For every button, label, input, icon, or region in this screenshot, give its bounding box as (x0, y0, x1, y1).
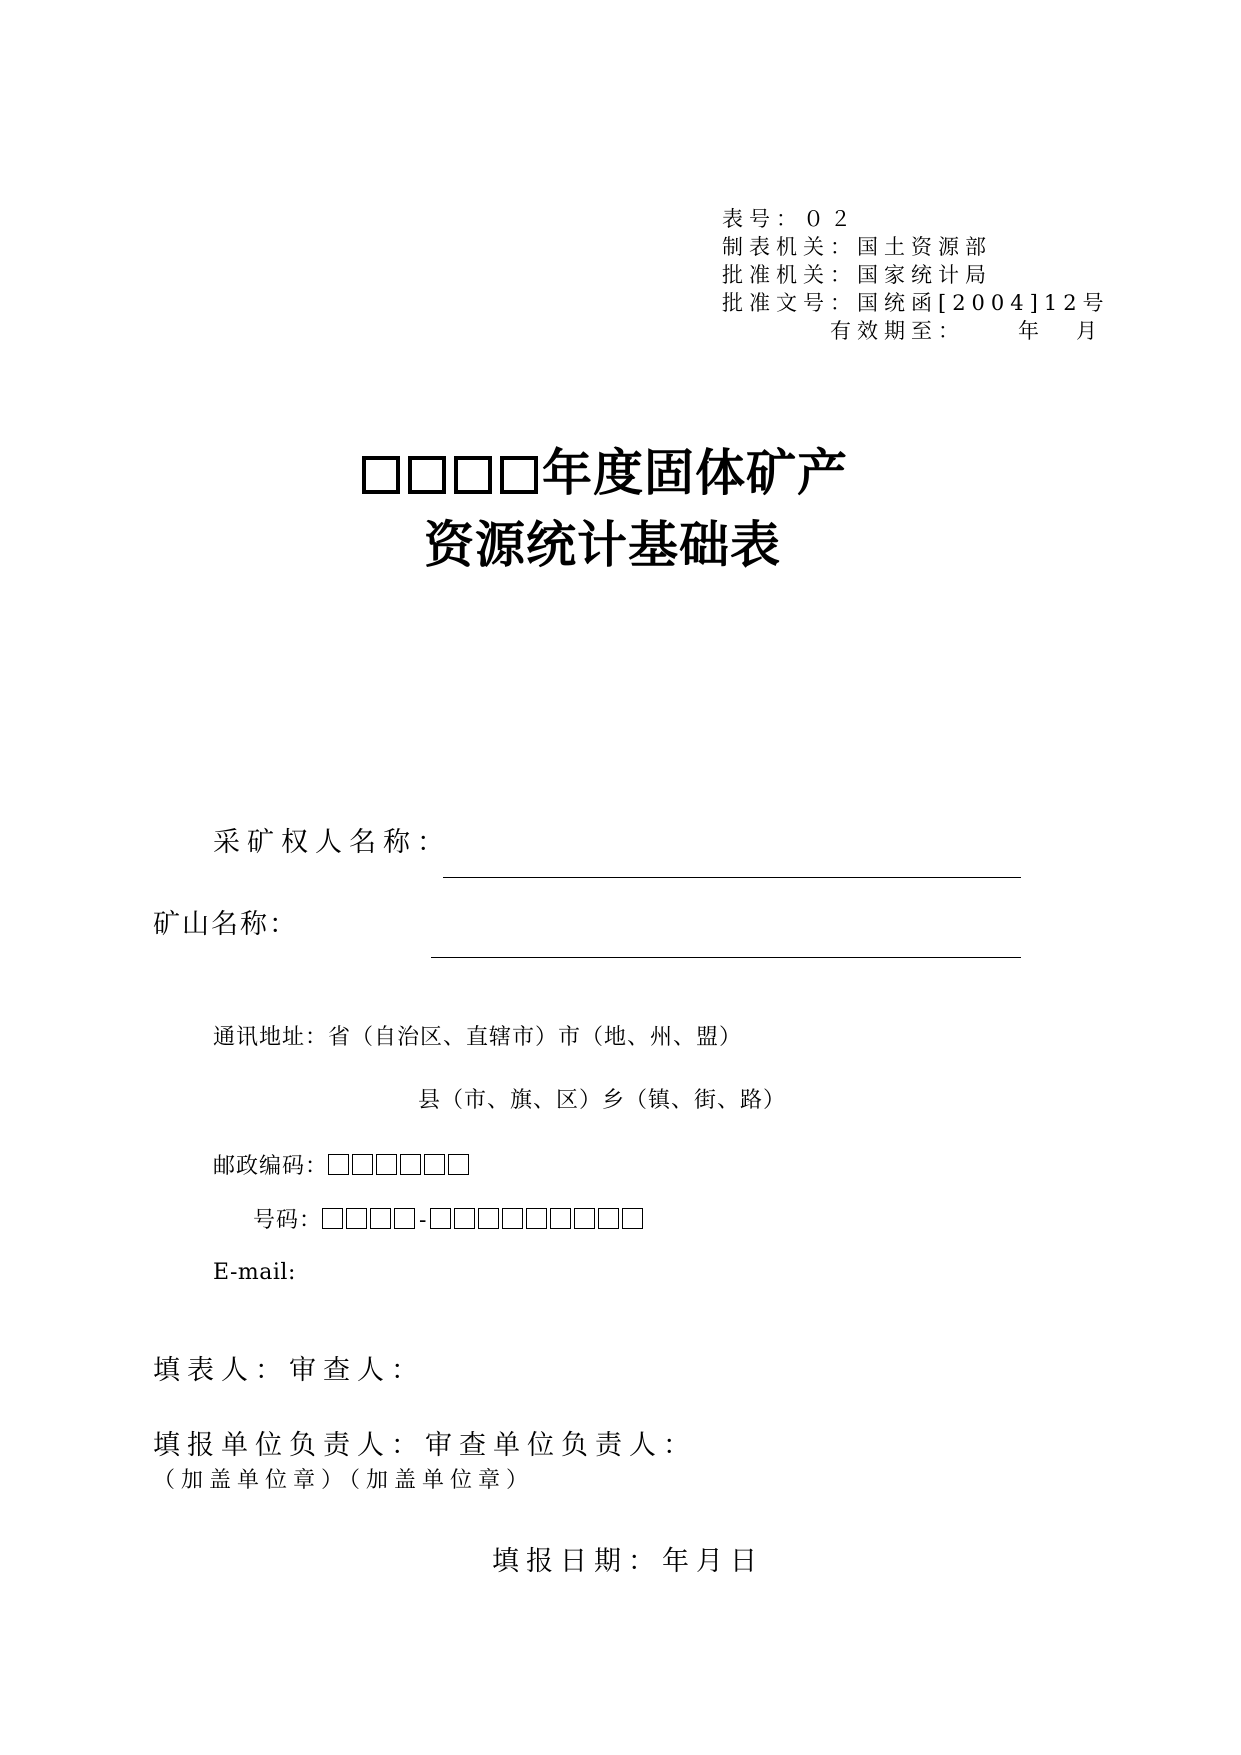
mining-right-holder-label: 采矿权人名称： (213, 827, 451, 858)
filler-reviewer-line: 填表人：审查人： (153, 1355, 425, 1386)
postcode-digit-box[interactable] (424, 1154, 445, 1175)
postcode-digit-box[interactable] (352, 1154, 373, 1175)
year-digit-box[interactable] (408, 456, 446, 494)
postcode-digit-box[interactable] (448, 1154, 469, 1175)
phone-number-digit-box[interactable] (574, 1208, 595, 1229)
phone-number-digit-box[interactable] (430, 1208, 451, 1229)
phone-number-digit-box[interactable] (622, 1208, 643, 1229)
phone-number-digit-box[interactable] (550, 1208, 571, 1229)
phone-number-digit-box[interactable] (478, 1208, 499, 1229)
valid-until-label: 有效期至： (830, 319, 965, 343)
issuing-authority: 制表机关：国土资源部 (722, 235, 992, 259)
title-line-1 (362, 438, 848, 508)
year-digit-box[interactable] (454, 456, 492, 494)
unit-heads-line: 填报单位负责人：审查单位负责人： (153, 1430, 697, 1461)
year-digit-box[interactable] (362, 456, 400, 494)
phone-area-digit-box[interactable] (322, 1208, 343, 1229)
phone-area-digit-box[interactable] (370, 1208, 391, 1229)
mine-name-input-line[interactable] (431, 957, 1021, 958)
seal-note: （加盖单位章）（加盖单位章） (153, 1468, 535, 1493)
address-line-1: 通讯地址：省（自治区、直辖市）市（地、州、盟） (213, 1025, 743, 1050)
mine-name-label: 矿山名称： (153, 909, 298, 940)
postcode-boxes[interactable] (328, 1154, 472, 1179)
title-line-1-text: 年度固体矿产 (542, 444, 848, 502)
address-line-2: 县（市、旗、区）乡（镇、街、路） (418, 1088, 787, 1113)
approval-document-number: 批准文号：国统函[2004]12号 (722, 291, 1110, 315)
phone-number-digit-box[interactable] (598, 1208, 619, 1229)
valid-until-year-unit: 年 (1018, 319, 1045, 343)
postcode-digit-box[interactable] (328, 1154, 349, 1175)
phone-number-digit-box[interactable] (526, 1208, 547, 1229)
phone-number-digit-box[interactable] (502, 1208, 523, 1229)
year-digit-box[interactable] (500, 456, 538, 494)
postcode-digit-box[interactable] (400, 1154, 421, 1175)
phone-field (253, 1203, 646, 1234)
phone-number-boxes[interactable] (430, 1208, 646, 1233)
title-line-2: 资源统计基础表 (424, 516, 781, 574)
mining-right-holder-input-line[interactable] (443, 877, 1021, 878)
phone-number-digit-box[interactable] (454, 1208, 475, 1229)
phone-area-code-boxes[interactable] (322, 1208, 418, 1233)
phone-label: 号码： (253, 1208, 323, 1233)
valid-until-month-unit: 月 (1076, 319, 1103, 343)
email-label: E-mail: (213, 1260, 296, 1285)
approving-authority: 批准机关：国家统计局 (722, 263, 992, 287)
phone-area-digit-box[interactable] (346, 1208, 367, 1229)
postcode-digit-box[interactable] (376, 1154, 397, 1175)
phone-area-digit-box[interactable] (394, 1208, 415, 1229)
postcode-field (213, 1149, 472, 1180)
postcode-label: 邮政编码： (213, 1154, 329, 1179)
form-number: 表号：０２ (722, 207, 857, 231)
phone-separator: - (419, 1208, 428, 1233)
year-input-boxes[interactable] (362, 456, 538, 494)
report-date: 填报日期：年月日 (492, 1546, 764, 1577)
